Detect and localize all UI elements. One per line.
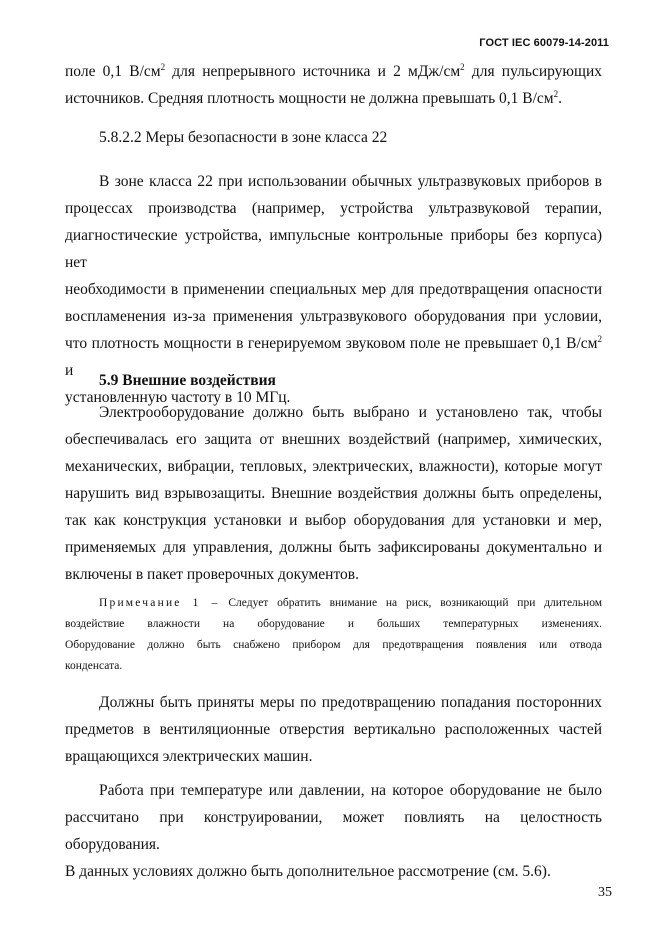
note-line-3: Оборудование должно быть снабжено прибором для предотвращения появления или отвода bbox=[65, 639, 602, 651]
section-5822-heading: 5.8.2.2 Меры безопасности в зоне класса 22 bbox=[99, 129, 388, 146]
section-59-heading: 5.9 Внешние воздействия bbox=[99, 372, 276, 389]
s5822-line-7: установленную частоту в 10 МГц. bbox=[65, 389, 291, 406]
s5822-line-3: диагностические устройства, импульсные контрольные приборы без корпуса) нет bbox=[65, 227, 602, 271]
section-59-heading-block bbox=[65, 367, 602, 394]
s59-p1-line-1: Электрооборудование должно быть выбрано и установлено так, чтобы bbox=[99, 404, 602, 421]
s59-p3-line-1: Работа при температуре или давлении, на которое оборудование не было bbox=[99, 782, 602, 799]
s5822-line-6: что плотность мощности в генерируемом звуковом поле не превышает 0,1 $В/см^2$ и bbox=[65, 334, 602, 379]
s59-p3-line-3: В данных условиях должно быть дополнительное рассмотрение (см. 5.6). bbox=[65, 863, 551, 880]
s59-p2-line-3: вращающихся электрических машин. bbox=[65, 748, 313, 765]
s59-p1-line-3: механических, вибрации, тепловых, электрических, влажности), которые могут bbox=[65, 458, 602, 475]
page-number: 35 bbox=[598, 885, 612, 900]
section-59-paragraph-1 bbox=[65, 399, 602, 588]
section-5822-heading-block bbox=[65, 124, 602, 151]
s59-p1-line-4: нарушить вид взрывозащиты. Внешние воздействия должны быть определены, bbox=[65, 485, 602, 502]
note-line-2: воздействие влажности на оборудование и больших температурных изменениях. bbox=[65, 618, 602, 630]
s59-p1-line-2: обеспечивалась его защита от внешних воздействий (например, химических, bbox=[65, 431, 602, 448]
intro-paragraph bbox=[65, 58, 602, 112]
s59-p1-line-6: применяемых для управления, должны быть зафиксированы документально и bbox=[65, 539, 602, 556]
s59-p3-line-2: рассчитано при конструировании, может повлиять на целостность оборудования. bbox=[65, 809, 602, 853]
section-59-paragraph-2 bbox=[65, 689, 602, 770]
intro-line-2: источников. Средняя плотность мощности не должна превышать 0,1 $В/см^2$. bbox=[65, 89, 562, 107]
s59-p2-line-1: Должны быть приняты меры по предотвращению попадания посторонних bbox=[99, 694, 602, 711]
section-59-paragraph-3 bbox=[65, 777, 602, 885]
s59-p2-line-2: предметов в вентиляционные отверстия вертикально расположенных частей bbox=[65, 721, 602, 738]
s5822-line-5: воспламенения из-за применения ультразвукового оборудования при условии, bbox=[65, 308, 602, 325]
s59-p1-line-5: так как конструкция установки и выбор оборудования для установки и мер, bbox=[65, 512, 602, 529]
s5822-line-2: процессах производства (например, устройства ультразвуковой терапии, bbox=[65, 200, 602, 217]
s59-p1-line-7: включены в пакет проверочных документов. bbox=[65, 566, 359, 583]
s5822-line-1: В зоне класса 22 при использовании обычных ультразвуковых приборов в bbox=[99, 173, 602, 190]
standard-header: ГОСТ IEC 60079-14-2011 bbox=[479, 37, 609, 49]
note-label: Примечание 1 – bbox=[99, 597, 220, 609]
s5822-line-4: необходимости в применении специальных мер для предотвращения опасности bbox=[65, 281, 602, 298]
note-1 bbox=[65, 593, 602, 677]
note-line-4: конденсата. bbox=[65, 660, 123, 672]
intro-line-1: поле 0,1 $В/см^2$ для непрерывного источника и 2 мДж/$см^2$ для пульсирующих bbox=[65, 62, 602, 80]
note-line-1: Примечание 1 – Следует обратить внимание на риск, возникающий при длительном bbox=[99, 597, 603, 609]
